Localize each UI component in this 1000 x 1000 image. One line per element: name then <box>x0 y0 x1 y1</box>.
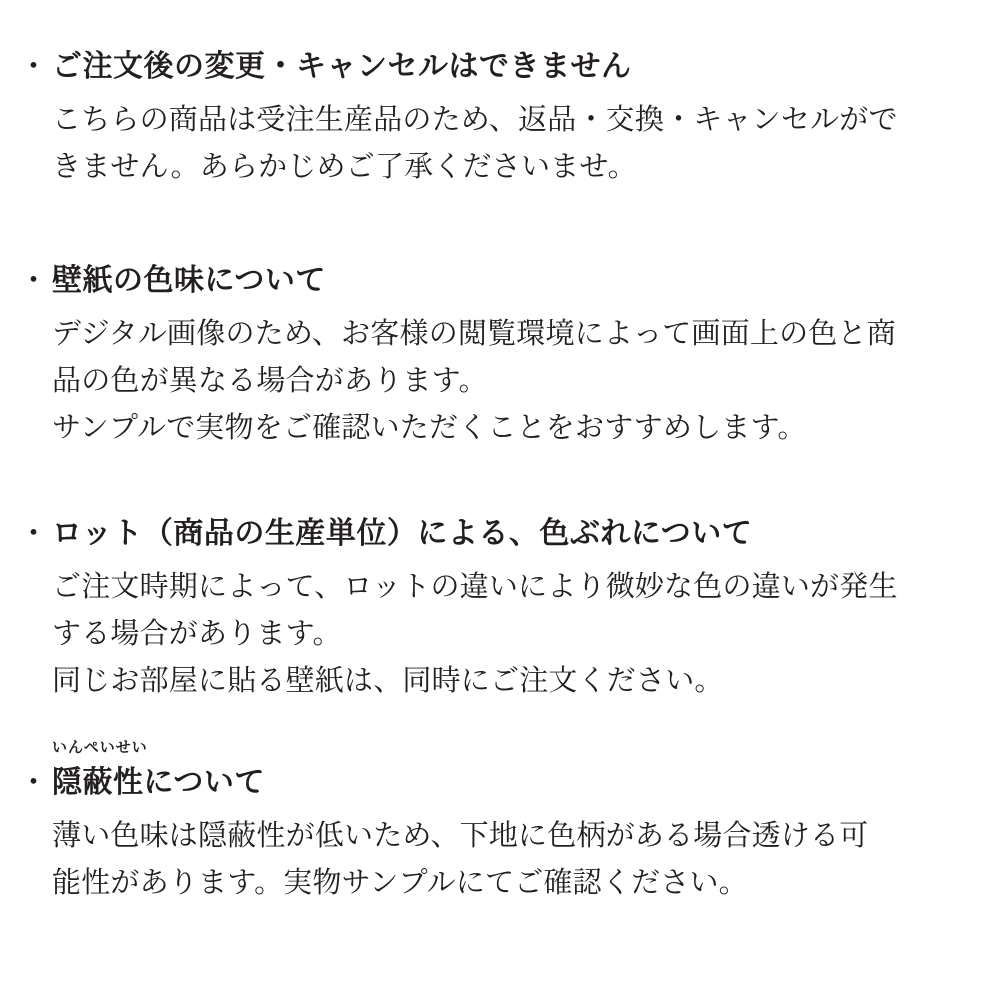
bullet-icon: ・ <box>18 263 49 299</box>
ruby-annotation: いんぺいせい <box>52 738 148 756</box>
section-body <box>52 96 970 190</box>
bullet-icon: ・ <box>18 765 49 801</box>
notice-section-opacity <box>18 738 970 906</box>
body-line: 能性があります。実物サンプルにてご確認ください。 <box>52 865 748 899</box>
body-line: デジタル画像のため、お客様の閲覧環境によって画面上の色と商 <box>52 316 896 350</box>
body-line: する場合があります。 <box>52 616 342 650</box>
section-heading: ご注文後の変更・キャンセルはできません <box>52 49 632 84</box>
section-heading: ロット（商品の生産単位）による、色ぶれについて <box>52 516 753 551</box>
section-body <box>52 310 970 451</box>
section-heading-row <box>18 258 970 304</box>
body-line: こちらの商品は受注生産品のため、返品・交換・キャンセルがで <box>52 102 898 136</box>
section-body <box>52 812 970 906</box>
section-spacer <box>18 714 970 760</box>
section-heading-row <box>18 738 970 806</box>
bullet-icon: ・ <box>18 516 49 552</box>
body-line: ご注文時期によって、ロットの違いにより微妙な色の違いが発生 <box>52 569 898 603</box>
section-body <box>52 563 970 704</box>
body-line: 同じお部屋に貼る壁紙は、同時にご注文ください。 <box>52 663 724 697</box>
notice-section-lot-variation <box>18 511 970 704</box>
section-heading: 隠蔽性について <box>52 765 265 800</box>
section-heading: 壁紙の色味について <box>52 263 326 298</box>
section-heading-row <box>18 511 970 557</box>
body-line: サンプルで実物をご確認いただくことをおすすめします。 <box>52 410 807 444</box>
section-spacer <box>18 200 970 258</box>
body-line: 品の色が異なる場合があります。 <box>52 363 488 397</box>
section-spacer <box>18 461 970 511</box>
bullet-icon: ・ <box>18 49 49 85</box>
body-line: 薄い色味は隠蔽性が低いため、下地に色柄がある場合透ける可 <box>52 818 869 852</box>
body-line: きません。あらかじめご了承くださいませ。 <box>52 149 637 183</box>
section-heading-row <box>18 44 970 90</box>
notice-section-color-tone <box>18 258 970 451</box>
notice-section-order-change <box>18 44 970 190</box>
